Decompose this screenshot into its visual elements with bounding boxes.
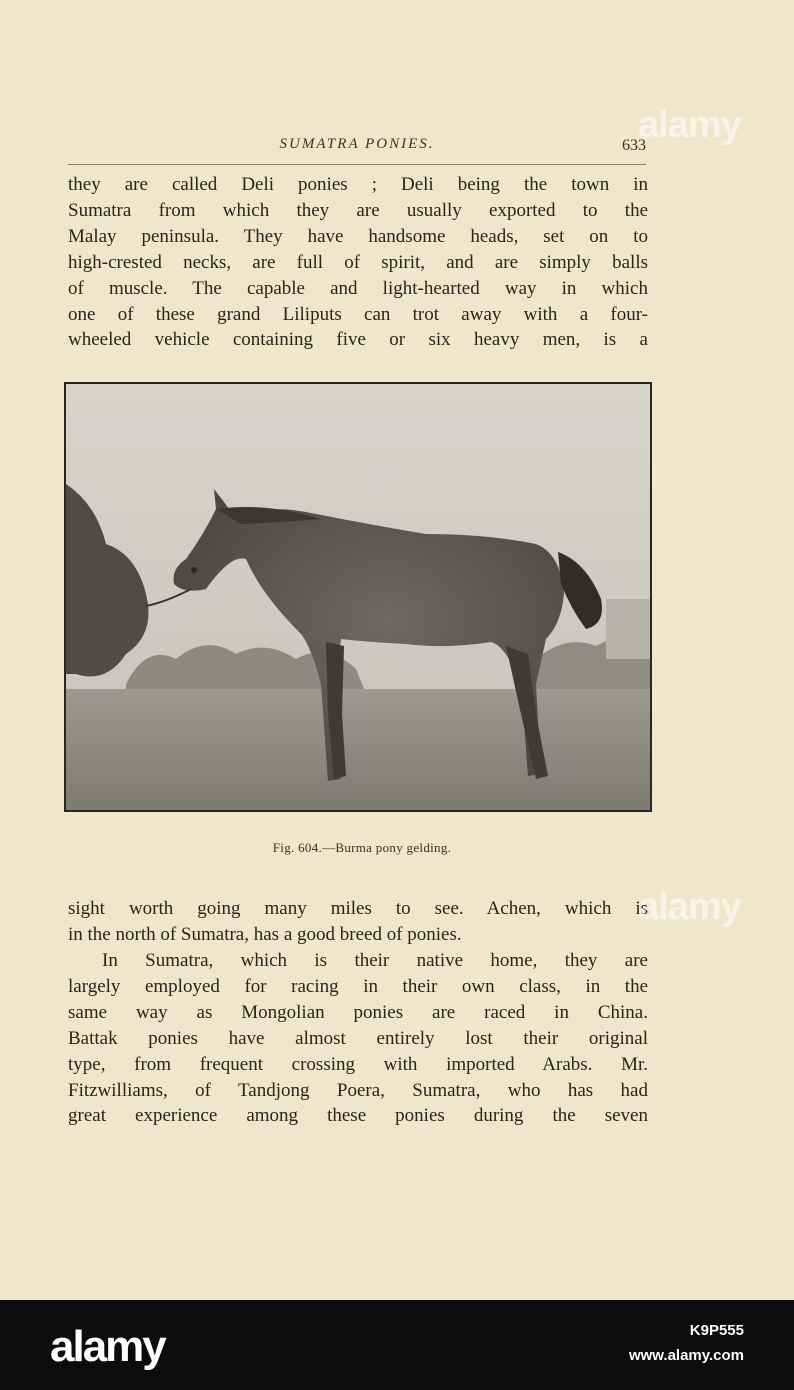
footer-bar: [0, 1300, 794, 1390]
running-head: [68, 136, 646, 160]
text-line: Malay peninsula. They have handsome heads, set on to: [68, 225, 648, 247]
text-line: Sumatra from which they are usually exported to the: [68, 199, 648, 221]
figure-caption: Fig. 604.—Burma pony gelding.: [272, 840, 452, 855]
text-line: wheeled vehicle containing five or six heavy men, is a: [68, 329, 648, 351]
alamy-logo: alamy: [50, 1322, 165, 1371]
text-line: great experience among these ponies during the seven: [68, 1105, 648, 1127]
paragraph-bottom-continuation: [68, 896, 648, 948]
text-line: type, from frequent crossing with imported Arabs. Mr.: [68, 1053, 648, 1075]
text-line: high-crested necks, are full of spirit, and are simply balls: [68, 251, 648, 273]
watermark-top: alamy: [638, 104, 741, 146]
text-line: of muscle. The capable and light-hearted way in which: [68, 277, 648, 299]
paragraph-top: [68, 172, 648, 353]
text-line: In Sumatra, which is their native home, they are: [102, 950, 648, 971]
text-line: largely employed for racing in their own class, in the: [68, 975, 648, 997]
header-rule: [68, 164, 646, 165]
image-id: K9P555: [689, 1322, 744, 1339]
horse-photo: [66, 384, 650, 810]
paragraph-bottom-new: [68, 948, 648, 1129]
text-line: in the north of Sumatra, has a good breed of ponies.: [68, 923, 462, 945]
text-line: Fitzwilliams, of Tandjong Poera, Sumatra, who has had: [68, 1079, 648, 1101]
text-line: Battak ponies have almost entirely lost their original: [68, 1027, 648, 1049]
text-line: same way as Mongolian ponies are raced in China.: [68, 1001, 648, 1023]
text-line: sight worth going many miles to see. Achen, which is: [68, 898, 648, 919]
page-number: 633: [622, 137, 646, 154]
running-title: SUMATRA PONIES.: [279, 136, 435, 152]
text-line: they are called Deli ponies ; Deli being the town in: [68, 174, 648, 195]
watermark-bottom: alamy: [638, 886, 741, 928]
site-url: www.alamy.com: [628, 1347, 744, 1364]
text-line: one of these grand Liliputs can trot away with a four-: [68, 303, 648, 325]
figure-photograph: [64, 382, 652, 812]
